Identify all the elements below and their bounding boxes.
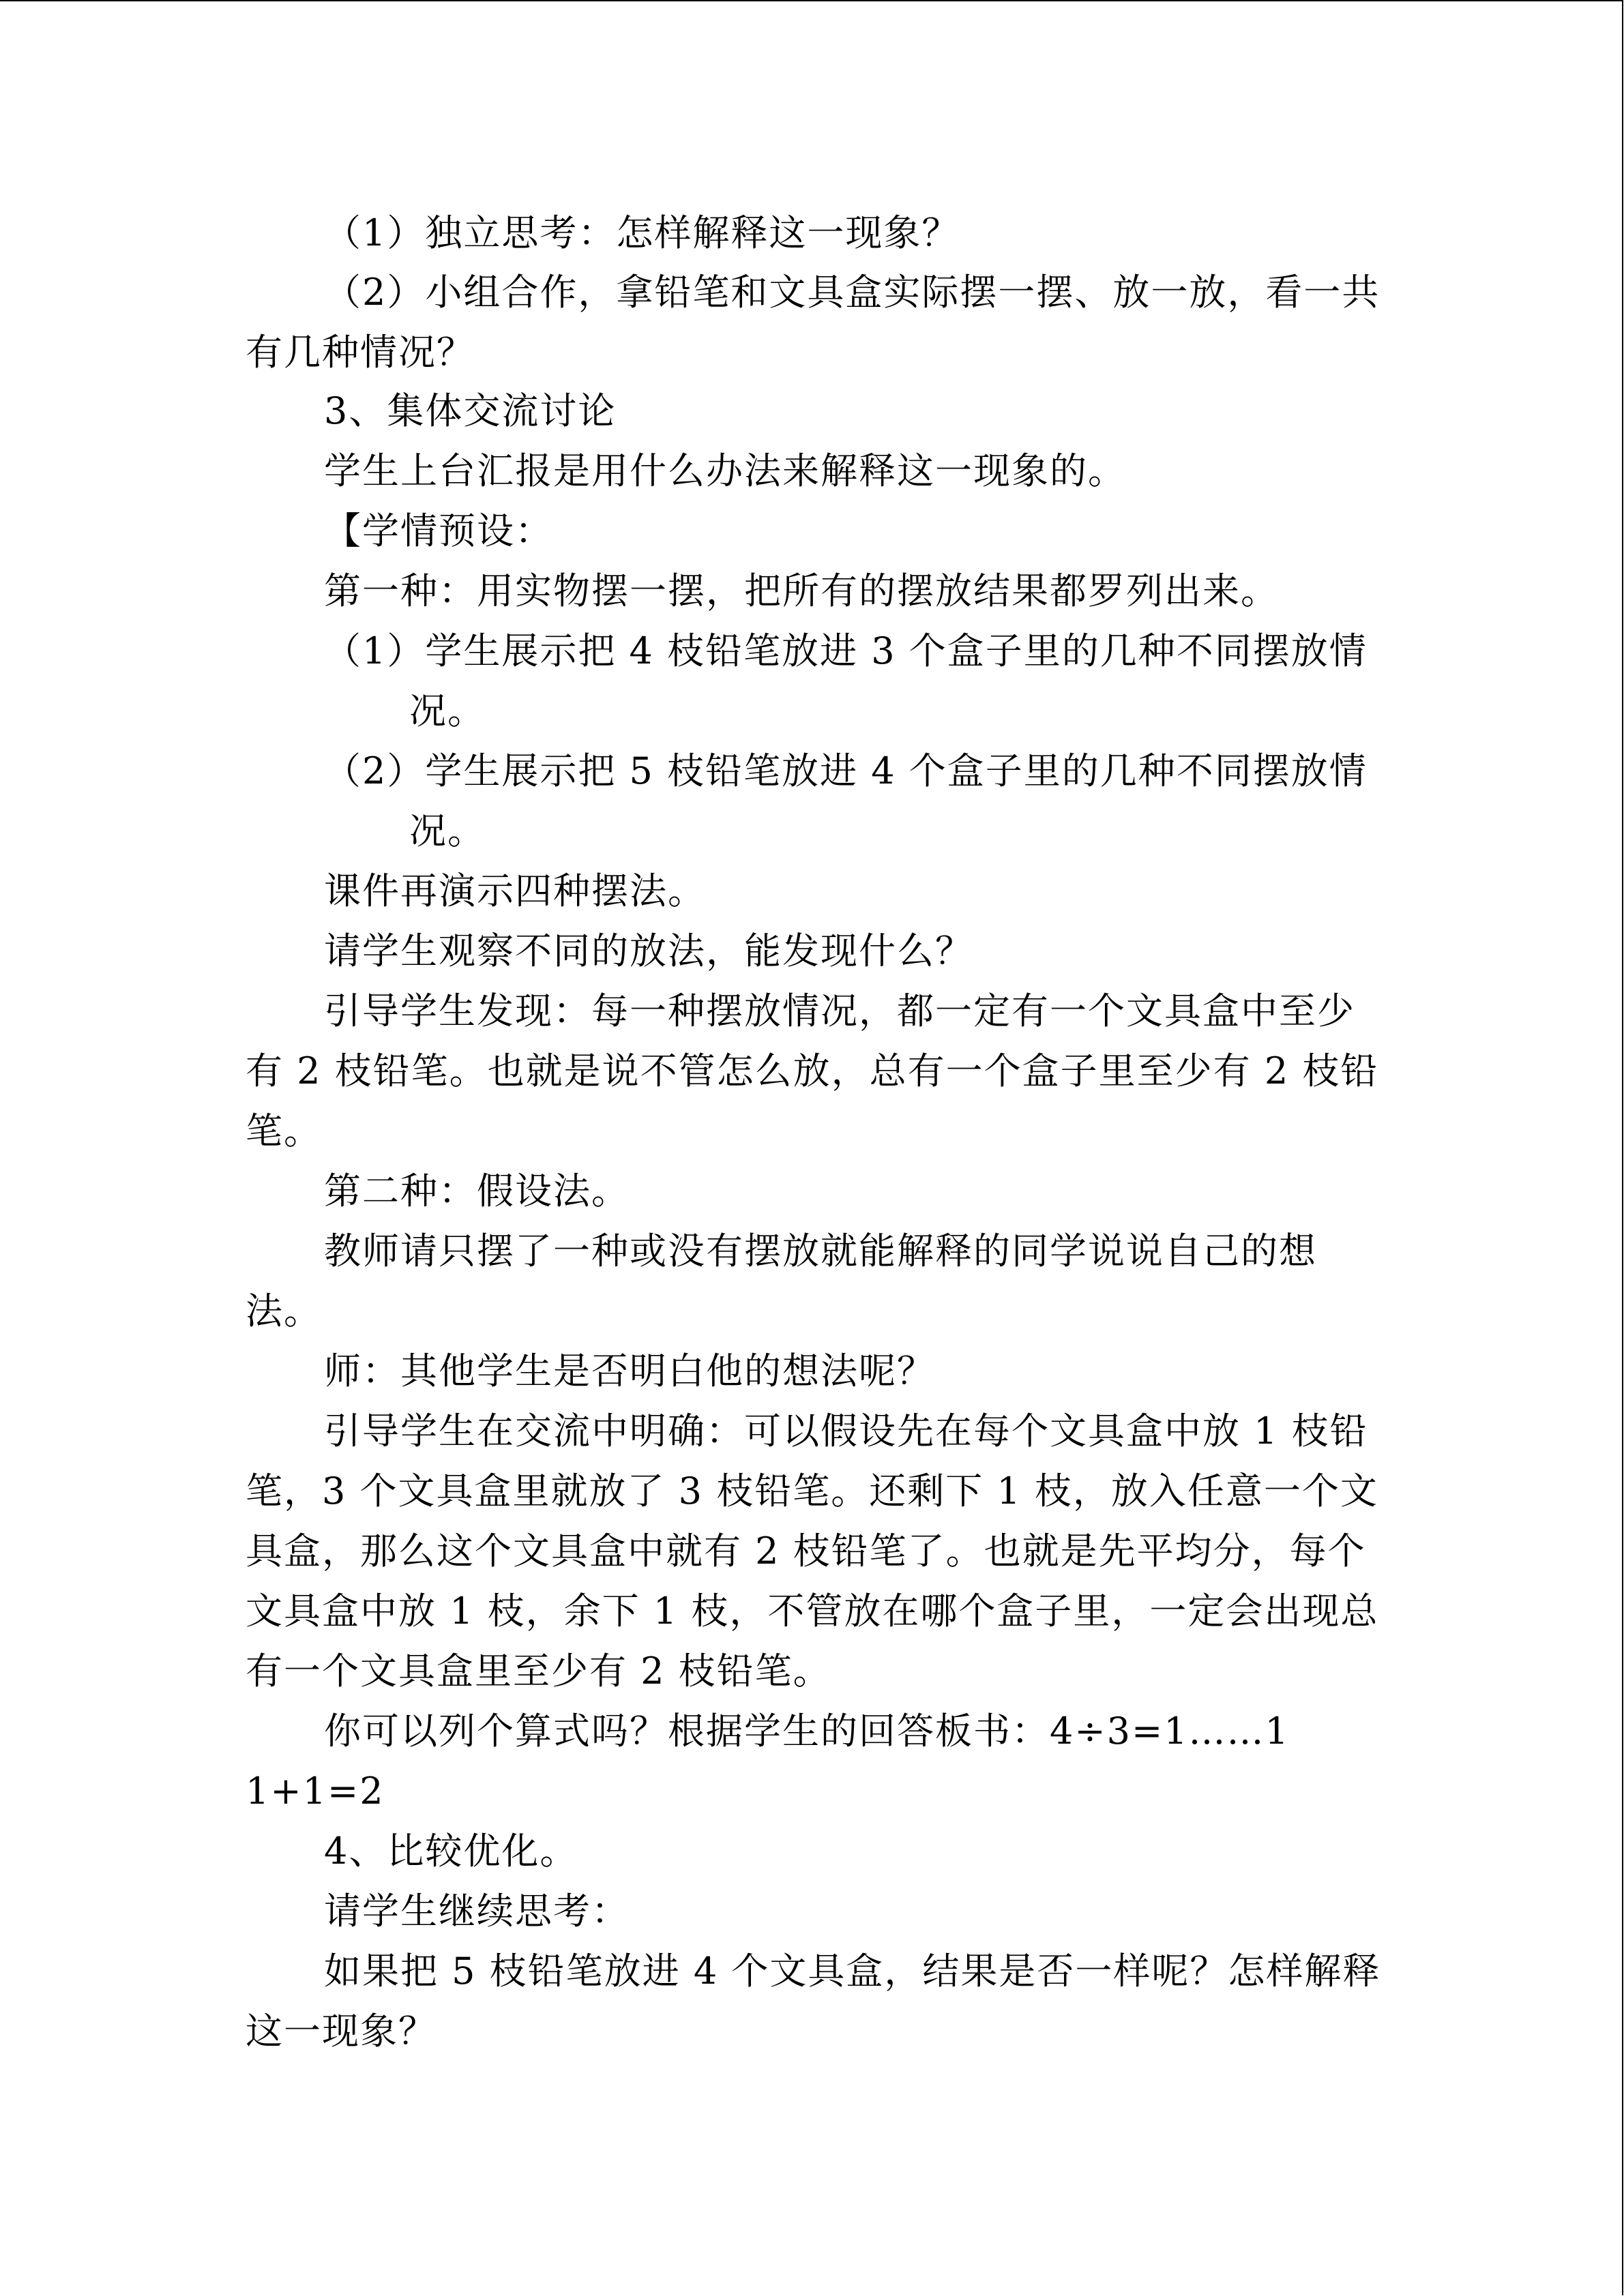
text-line: 引导学生在交流中明确：可以假设先在每个文具盒中放 1 枝铅 [324,1410,1368,1452]
text-line: 你可以列个算式吗？根据学生的回答板书：4÷3=1……1 [324,1710,1290,1753]
text-line: 【学情预设： [324,509,553,552]
text-line: 第二种：假设法。 [324,1169,630,1212]
text-line: 引导学生发现：每一种摆放情况，都一定有一个文具盒中至少 [324,989,1355,1032]
text-line: 有 2 枝铅笔。也就是说不管怎么放，总有一个盒子里至少有 2 枝铅 [246,1049,1379,1092]
text-line: 教师请只摆了一种或没有摆放就能解释的同学说说自己的想 [324,1229,1317,1272]
text-line: 有几种情况？ [246,331,475,374]
text-line: 具盒，那么这个文具盒中就有 2 枝铅笔了。也就是先平均分，每个 [246,1530,1366,1572]
text-line: （1）独立思考：怎样解释这一现象？ [324,211,960,254]
text-line: 4、比较优化。 [324,1830,578,1873]
text-line: 如果把 5 枝铅笔放进 4 个文具盒，结果是否一样呢？怎样解释 [324,1950,1381,1993]
text-line: 3、集体交流讨论 [324,389,617,432]
text-line: 师：其他学生是否明白他的想法呢？ [324,1350,935,1392]
text-line: 法。 [246,1289,322,1332]
text-line: 课件再演示四种摆法。 [324,869,706,912]
text-line: 请学生继续思考： [324,1890,630,1933]
text-line: 况。 [409,689,486,732]
text-line: 文具盒中放 1 枝，余下 1 枝，不管放在哪个盒子里，一定会出现总 [246,1590,1379,1632]
text-line: （1）学生展示把 4 枝铅笔放进 3 个盒子里的几种不同摆放情 [324,629,1368,672]
text-line: 学生上台汇报是用什么办法来解释这一现象的。 [324,449,1126,492]
text-line: （2）小组合作，拿铅笔和文具盒实际摆一摆、放一放，看一共 [324,271,1381,314]
text-line: 笔。 [246,1109,322,1152]
text-line: 有一个文具盒里至少有 2 枝铅笔。 [246,1650,831,1693]
text-line: 这一现象？ [246,2010,437,2053]
text-line: 1+1=2 [246,1770,385,1813]
text-line: （2）学生展示把 5 枝铅笔放进 4 个盒子里的几种不同摆放情 [324,749,1368,792]
text-line: 请学生观察不同的放法，能发现什么？ [324,929,973,972]
text-line: 况。 [409,809,486,852]
text-line: 第一种：用实物摆一摆，把所有的摆放结果都罗列出来。 [324,569,1279,612]
text-line: 笔，3 个文具盒里就放了 3 枝铅笔。还剩下 1 枝，放入任意一个文 [246,1470,1378,1512]
